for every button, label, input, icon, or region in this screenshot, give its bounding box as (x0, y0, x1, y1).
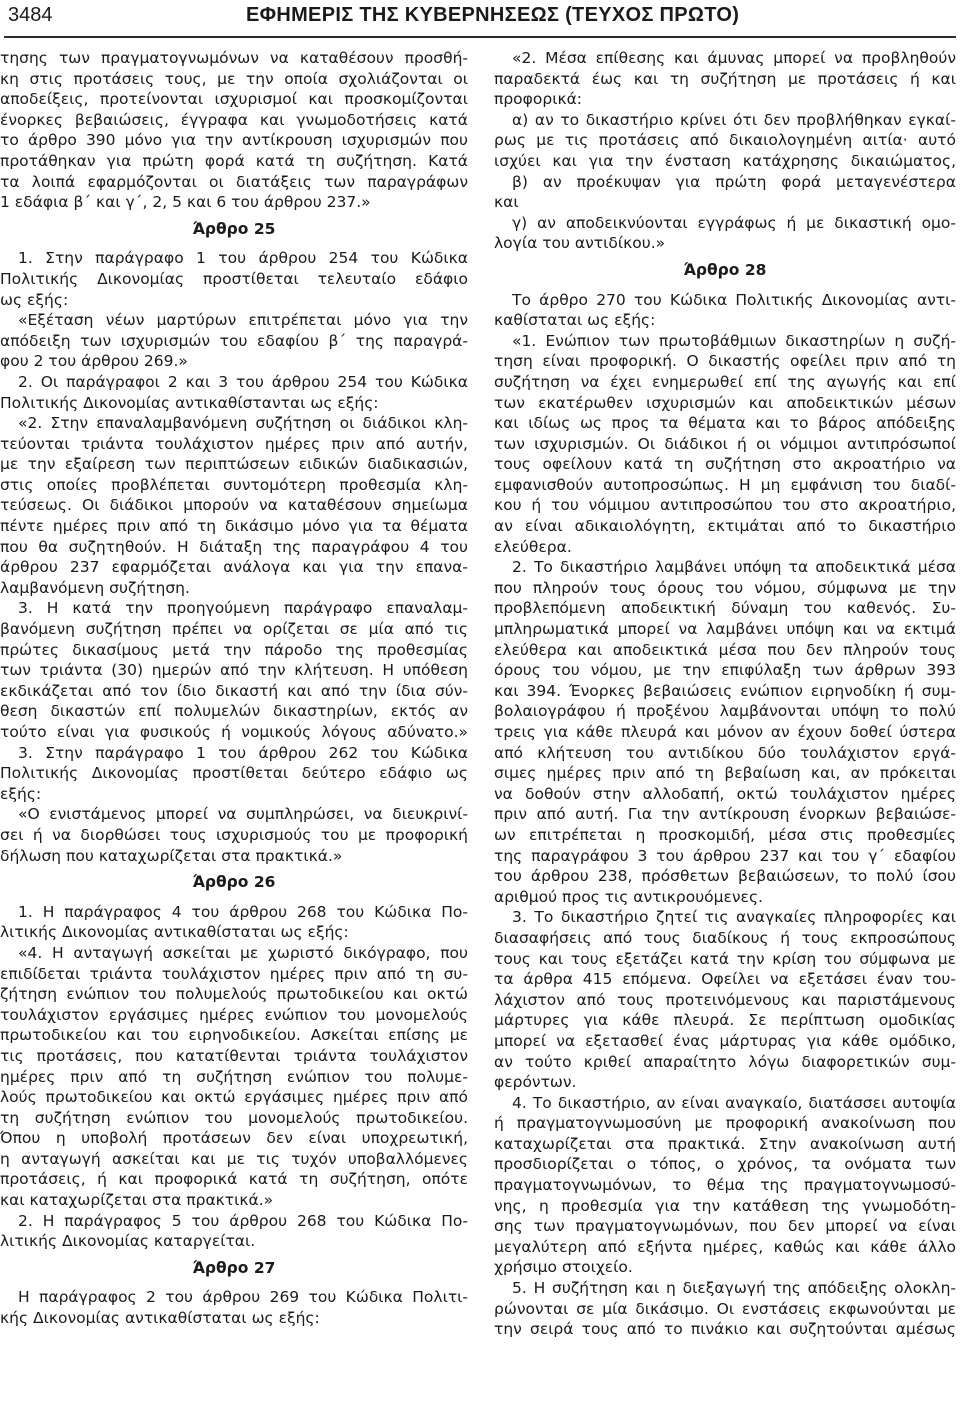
text-line: την σειρά τους από το πινάκιο και συζητούνται αμέσως (494, 1320, 956, 1339)
text-line: φου 2 του άρθρου 269.» (0, 352, 188, 371)
article-heading: Άρθρο 27 (192, 1258, 276, 1277)
page-number: 3484 (8, 4, 53, 26)
text-line: β) αν προέκυψαν για πρώτη φορά μεταγενέστερα (512, 172, 956, 191)
text-line: ρώνονται σε μία δικάσιμο. Οι ενστάσεις εκφωνούνται με (494, 1299, 956, 1318)
text-line: σης των πραγματογνωμόνων, που δεν μπορεί να είναι (494, 1217, 956, 1236)
text-line: άρθρου 237 εφαρμόζεται ανάλογα και για την επανα- (0, 558, 468, 577)
article-heading: Άρθρο 26 (192, 873, 276, 892)
text-line: τα λοιπά εφαρμόζονται οι διατάξεις των παραγράφων (0, 172, 468, 191)
text-line: ημέρες πριν από τη συζήτηση ενώπιον του πολυμε- (0, 1067, 468, 1086)
text-line: τούτο είναι για φυσικούς ή νομικούς λόγους αδύνατο.» (0, 723, 468, 741)
text-line: προτάθηκαν για πρώτη φορά κατά τη συζήτηση. Κατά (0, 151, 468, 170)
text-line: πριν από αυτή. Για την αντίκρουση ένορκων βεβαιώσε- (494, 805, 956, 824)
text-line: Πολιτικής Δικονομίας προστίθεται δεύτερο εδάφιο ως (0, 764, 468, 783)
text-line: 2. Το δικαστήριο λαμβάνει υπόψη τα αποδεικτικά μέσα (512, 558, 956, 577)
text-line: κου ή του νόμιμου αντιπροσώπου του στο ακροατήριο, (494, 496, 956, 515)
text-line: τεύσεως. Οι διάδικοι μπορούν να καταθέσουν σημείωμα (0, 496, 468, 515)
text-line: «Ο ενιστάμενος μπορεί να συμπληρώσει, να διευκρινί- (18, 805, 468, 824)
text-line: καταχωρίζεται στα πρακτικά. Στην ανακοίνωση αυτή (494, 1134, 956, 1153)
text-line: 1 εδάφια β΄ και γ΄, 2, 5 και 6 του άρθρου 237.» (0, 193, 371, 212)
text-line: αποδείξεις, προτείνονται ισχυρισμοί και προσκομίζονται (0, 90, 468, 109)
text-line: των τριάντα (30) ημερών από την κλήτευση. Η υπόθεση (0, 661, 468, 680)
right-column (494, 48, 956, 1340)
text-line: των ισχυρισμών. Οι διάδικοι ή οι νόμιμοι αντιπρόσωποί (494, 434, 956, 453)
text-line: πρωτοδικείου και του ειρηνοδικείου. Ασκείται επίσης με (0, 1026, 468, 1045)
text-line: του άρθρου 238, πρόσθετων βεβαιώσεων, το πολύ ίσου (494, 867, 956, 886)
text-line: «Εξέταση νέων μαρτύρων επιτρέπεται μόνο για την (18, 311, 468, 330)
text-line: τη συζήτηση ενώπιον του μονομελούς πρωτοδικείου. (0, 1108, 468, 1127)
text-line: όρους του νόμου, με την επιφύλαξη των άρθρων 393 (494, 661, 956, 680)
text-line: με την εξαίρεση των περιπτώσεων ειδικών διαδικασιών, (0, 455, 468, 474)
text-line: που θα συζητηθούν. Η διάταξη της παραγράφου 4 του (0, 537, 468, 556)
text-line: 1. Η παράγραφος 4 του άρθρου 268 του Κώδικα Πο- (18, 902, 468, 921)
text-line: αριθμού προς τις αντικρουόμενες. (494, 887, 763, 906)
page-header (4, 0, 956, 38)
text-line: προβλεπόμενη αποδεικτική δύναμη του καθενός. Συ- (494, 599, 956, 618)
text-line: σιμες ημέρες πριν από τη βεβαίωση και, αν πρόκειται (494, 764, 956, 783)
text-line: τις προτάσεις, που κατατίθενται τριάντα τουλάχιστον (0, 1046, 468, 1065)
text-line: νης, η προθεσμία για την κατάθεση της γνωμοδότη- (494, 1196, 956, 1215)
text-line: Πολιτικής Δικονομίας προστίθεται τελευταίο εδάφιο (0, 269, 468, 288)
text-line: η ανταγωγή ασκείται και με τις τυχόν υποβαλλόμενες (0, 1149, 468, 1168)
text-line: Όπου η υποβολή προτάσεων δεν είναι υποχρεωτική, (0, 1129, 468, 1148)
text-line: «1. Ενώπιον των πρωτοβάθμιων δικαστηρίων η συζή- (512, 331, 956, 350)
text-line: προτάσεις, ή και προφορικά κατά τη συζήτηση, οπότε (0, 1170, 468, 1189)
text-line: «4. Η ανταγωγή ασκείται με χωριστό δικόγραφο, που (18, 943, 468, 962)
text-line: της παραγράφου 3 του άρθρου 237 και του γ΄ εδαφίου (494, 846, 956, 865)
text-line: «2. Μέσα επίθεσης και άμυνας μπορεί να προβληθούν (512, 49, 956, 67)
text-line: τηση είναι προφορική. Ο δικαστής οφείλει πριν από τη (494, 352, 956, 371)
text-line: θεση δικαστών επί πολυμελών δικαστηρίων, εκτός αν (0, 702, 468, 721)
text-line: λιτικής Δικονομίας αντικαθίσταται ως εξής: (0, 923, 349, 942)
text-line: που πληρούν τους όρους του νόμου, σύμφωνα με την (494, 578, 956, 597)
text-line: φερόντων. (494, 1073, 577, 1092)
text-line: ή πραγματογνωμοσύνη με προφορική ανακοίνωση που (494, 1114, 956, 1133)
article-heading: Άρθρο 28 (683, 260, 767, 279)
text-line: βολαιογράφου ή προξένου λαμβάνονται υπόψη το πολύ (494, 702, 956, 721)
text-line: ισχύει και για την ένσταση κατάχρησης δικαιώματος, (494, 151, 956, 170)
text-line: κής Δικονομίας αντικαθίσταται ως εξής: (0, 1309, 320, 1328)
text-line: 3. Η κατά την προηγούμενη παράγραφο επαναλαμ- (18, 599, 468, 618)
text-line: ένορκες βεβαιώσεις, έγγραφα και γνωμοδοτήσεις κατά (0, 110, 468, 129)
text-line: 2. Οι παράγραφοι 2 και 3 του άρθρου 254 του Κώδικα (18, 372, 468, 391)
text-line: πρώτες δικασίμους μετά την πάροδο της προθεσμίας (0, 640, 468, 659)
text-line: χρήσιμο στοιχείο. (494, 1258, 633, 1277)
publication-title: ΕΦΗΜΕΡΙΣ ΤΗΣ ΚΥΒΕΡΝΗΣΕΩΣ (ΤΕΥΧΟΣ ΠΡΩΤΟ) (246, 4, 740, 26)
text-line: τησης των πραγματογνωμόνων να καταθέσουν προσθή- (0, 49, 468, 67)
text-line: λαμβανόμενη συζήτηση. (0, 578, 190, 597)
text-line: απόδειξη των ισχυρισμών του εδαφίου β΄ της παραγρά- (0, 331, 468, 350)
text-line: βανόμενη συζήτηση πρέπει να ορίζεται σε μία από τις (0, 620, 468, 639)
text-line: λογία του αντιδίκου.» (494, 234, 666, 253)
text-line: αν είναι αδικαιολόγητη, εκτιμάται από το δικαστήριο (494, 517, 956, 536)
text-line: εξής: (0, 784, 42, 803)
text-line: τους οφείλουν κατά τη συζήτηση στο ακροατήριο να (494, 455, 956, 474)
text-line: «2. Στην επαναλαμβανόμενη συζήτηση οι διάδικοι κλη- (18, 414, 468, 433)
text-line: 4. Το δικαστήριο, αν είναι αναγκαίο, διατάσσει αυτοψία (512, 1093, 956, 1112)
text-line: τουλάχιστον εργάσιμες ημέρες ενώπιον του μονομελούς (0, 1005, 468, 1024)
text-line: μάρτυρες για κάθε πλευρά. Σε περίπτωση ομοδικίας (494, 1011, 956, 1030)
text-line: εκδικάζεται από τον ίδιο δικαστή και από την ίδια σύν- (0, 681, 468, 700)
text-line: 1. Στην παράγραφο 1 του άρθρου 254 του Κώδικα (18, 249, 468, 268)
text-line: παραδεκτά έως και τη συζήτηση με προτάσεις ή και (494, 69, 956, 88)
text-line: πέντε ημέρες πριν από τη δικάσιμο μόνο για τα θέματα (0, 517, 468, 536)
text-line: 3. Το δικαστήριο ζητεί τις αναγκαίες πληροφορίες και (512, 908, 956, 927)
text-line: ελεύθερα. (494, 537, 572, 556)
text-line: ελεύθερα και αποδεικτικά μέσα που δεν πληρούν τους (494, 640, 956, 659)
left-column (0, 48, 468, 1329)
text-line: και ιδίως ως προς τα θέματα και το βάρος απόδειξης (494, 414, 956, 433)
text-line: τρεις για κάθε πλευρά και μόνον αν έχουν δοθεί ύστερα (494, 723, 956, 741)
text-line: στις οποίες προβλέπεται συντομότερη προθεσμία κλη- (0, 475, 468, 494)
text-line: Πολιτικής Δικονομίας αντικαθίστανται ως εξής: (0, 393, 379, 412)
text-line: Η παράγραφος 2 του άρθρου 269 του Κώδικα Πολιτι- (18, 1288, 468, 1307)
text-line: Το άρθρο 270 του Κώδικα Πολιτικής Δικονομίας αντι- (512, 290, 956, 309)
text-line: ζήτηση ενώπιον του πολυμελούς πρωτοδικείου και οκτώ (0, 985, 468, 1004)
text-line: σει ή να διορθώσει τους ισχυρισμούς του με προφορική (0, 825, 468, 844)
text-line: και 394. Ένορκες βεβαιώσεις ενώπιον ειρηνοδίκη ή συμ- (494, 681, 956, 700)
text-line: γ) αν αποδεικνύονται εγγράφως ή με δικαστική ομο- (512, 213, 956, 232)
text-line: των εκατέρωθεν ισχυρισμών και αποδεικτικών μέσων (494, 393, 956, 412)
text-line: α) αν το δικαστήριο κρίνει ότι δεν προβλήθηκαν εγκαί- (512, 110, 956, 129)
text-line: πραγματογνωμόνων, το θέμα της πραγματογνωμοσύ- (494, 1176, 956, 1195)
text-line: συζήτηση να έχει ενημερωθεί επί της αγωγής και επί (494, 372, 956, 391)
text-line: προφορικά: (494, 90, 583, 109)
text-line: μεγαλύτερη από εξήντα ημέρες, καθώς και κάθε άλλο (494, 1237, 956, 1256)
text-line: 3. Στην παράγραφο 1 του άρθρου 262 του Κώδικα (18, 743, 468, 762)
text-line: μπληρωματικά μπορεί να λαμβάνει υπόψη και να εκτιμά (494, 620, 956, 639)
text-line: να δοθούν στην αλλοδαπή, οκτώ τουλάχιστον ημέρες (494, 784, 956, 803)
text-line: διασαφήσεις από τους διαδίκους ή τους εκπροσώπους (494, 928, 956, 947)
text-line: επιδίδεται τριάντα τουλάχιστον ημέρες πριν από τη συ- (0, 964, 468, 983)
text-line: εμφανισθούν αυτοπροσώπως. Η μη εμφάνιση του διαδί- (494, 475, 956, 494)
text-line: λούς πρωτοδικείου και οκτώ εργάσιμες ημέρες πριν από (0, 1088, 468, 1107)
text-line: μπορεί να εξετασθεί ένας μάρτυρας για κάθε ομόδικο, (494, 1031, 956, 1050)
text-line: αν τούτο κριθεί απαραίτητο λόγω διαφορετικών συμ- (494, 1052, 956, 1071)
text-line: από κλήτευση του αντιδίκου δύο τουλάχιστον εργά- (494, 743, 956, 762)
text-line: και καταχωρίζεται στα πρακτικά.» (0, 1191, 274, 1210)
text-line: τους και τους εξετάζει κατά την κρίση του σύμφωνα με (494, 949, 956, 968)
text-line: και (494, 193, 519, 212)
text-line: το άρθρο 390 μόνο για την αντίκρουση ισχυρισμών που (0, 131, 468, 150)
text-line: ως εξής: (0, 290, 69, 309)
text-line: τα άρθρα 415 επόμενα. Οφείλει να εξετάσει έναν του- (494, 970, 956, 989)
article-heading: Άρθρο 25 (192, 219, 276, 238)
text-line: λιτικής Δικονομίας καταργείται. (0, 1232, 256, 1251)
text-line: δήλωση που καταχωρίζεται στα πρακτικά.» (0, 846, 343, 865)
text-line: ων επιτρέπεται η προσκομιδή, μέσα στις προθεσμίες (494, 825, 956, 844)
text-line: προσδιορίζεται ο τόπος, ο χρόνος, τα ονόματα των (494, 1155, 956, 1174)
text-line: λάχιστον από τους προτεινόμενους και παριστάμενους (494, 990, 956, 1009)
text-line: κη στις προτάσεις τους, με την οποία σχολιάζονται οι (0, 69, 468, 88)
text-line: τεύονται τριάντα τουλάχιστον ημέρες πριν από αυτήν, (0, 434, 468, 453)
text-line: καθίσταται ως εξής: (494, 311, 656, 330)
text-line: ρως με τις προτάσεις από δικαιολογημένη αιτία· αυτό (494, 131, 956, 150)
text-line: 5. Η συζήτηση και η διεξαγωγή της απόδειξης ολοκλη- (512, 1279, 956, 1298)
text-line: 2. Η παράγραφος 5 του άρθρου 268 του Κώδικα Πο- (18, 1211, 468, 1230)
